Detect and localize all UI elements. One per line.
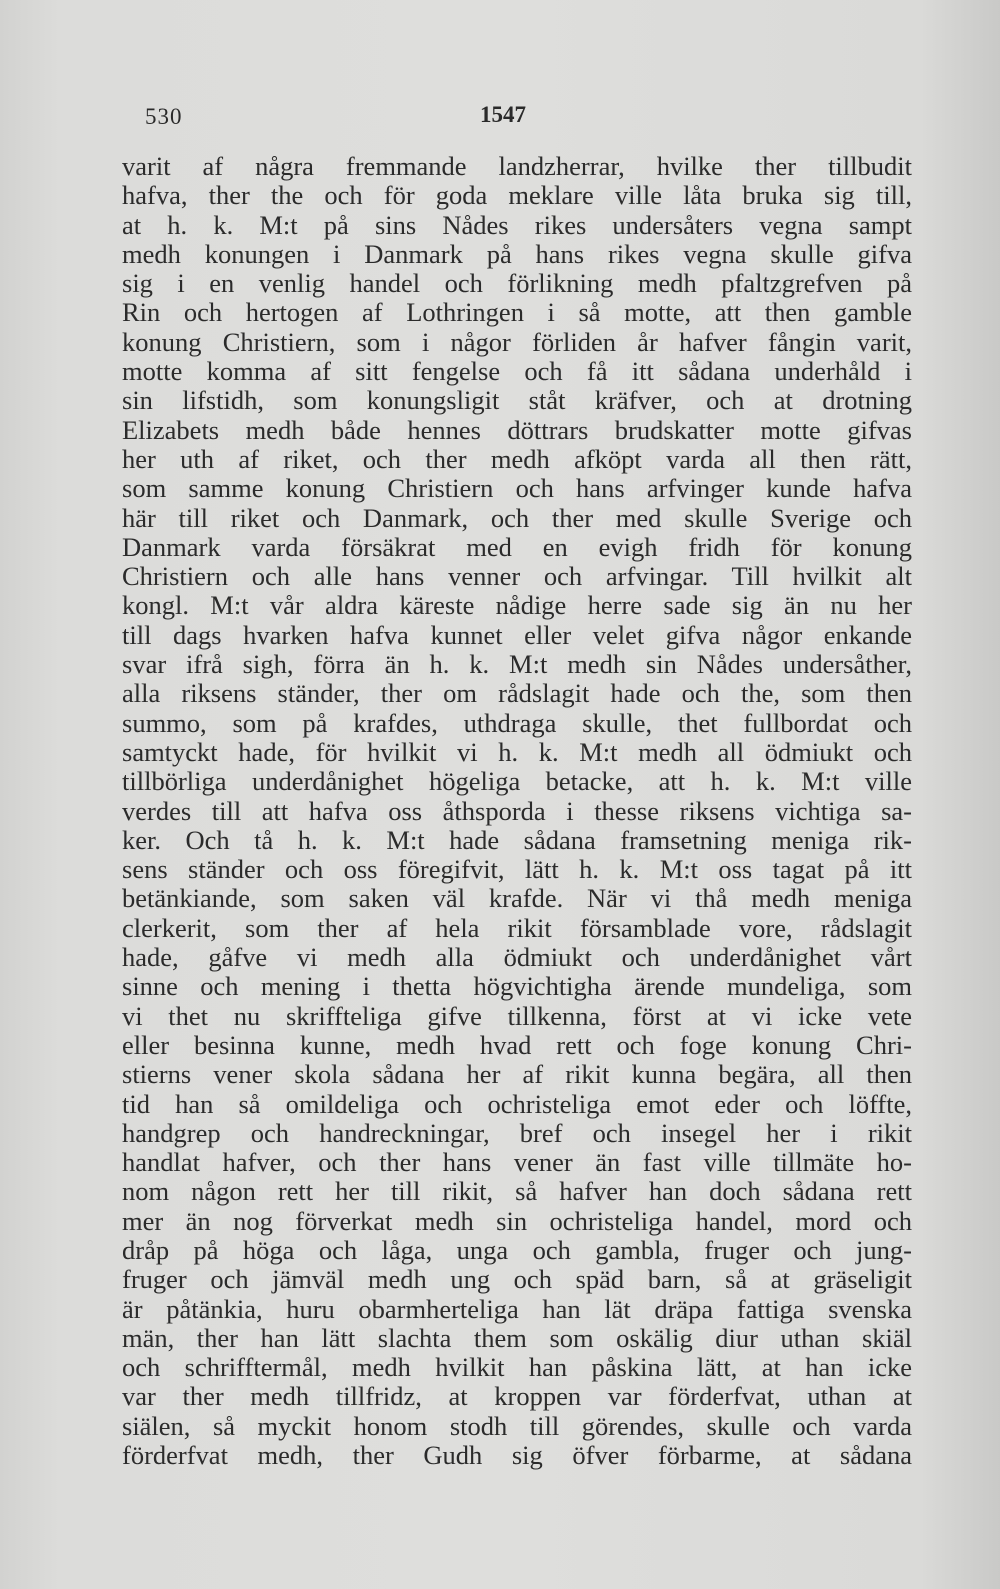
text-line: mer än nog förverkat medh sin ochristeliga handel, mord och <box>122 1205 912 1236</box>
text-line: här till riket och Danmark, och ther med skulle Sverige och <box>122 502 912 533</box>
text-line: svar ifrå sigh, förra än h. k. M:t medh sin Nådes undersåther, <box>122 649 912 680</box>
text-line: Rin och hertogen af Lothringen i så motte, att then gamble <box>122 297 912 328</box>
text-line: kongl. M:t vår aldra käreste nådige herre sade sig än nu her <box>122 590 912 621</box>
text-line: Christiern och alle hans venner och arfvingar. Till hvilkit alt <box>122 561 912 592</box>
year-heading: 1547 <box>480 102 526 127</box>
text-line: var ther medh tillfridz, at kroppen var förderfvat, uthan at <box>122 1381 912 1412</box>
text-line: sens ständer och oss föregifvit, lätt h. k. M:t oss tagat på itt <box>122 854 912 885</box>
text-line: summo, som på krafdes, uthdraga skulle, thet fullbordat och <box>122 707 912 738</box>
text-line: sin lifstidh, som konungsligit ståt kräfver, och at drotning <box>122 385 912 416</box>
text-line: handgrep och handreckningar, bref och insegel her i rikit <box>122 1117 912 1148</box>
text-line: Elizabets medh både hennes döttrars brudskatter motte gifvas <box>122 414 912 445</box>
text-line: hafva, ther the och för goda meklare ville låta bruka sig till, <box>122 180 912 211</box>
text-line: eller besinna kunne, medh hvad rett och foge konung Chri- <box>122 1029 912 1060</box>
text-line: samtyckt hade, för hvilkit vi h. k. M:t medh all ödmiukt och <box>122 736 912 767</box>
text-line: till dags hvarken hafva kunnet eller velet gifva någor enkande <box>122 619 912 650</box>
text-line: nom någon rett her till rikit, så hafver han doch sådana rett <box>122 1176 912 1207</box>
text-line: dråp på höga och låga, unga och gambla, fruger och jung- <box>122 1234 912 1265</box>
text-line: motte komma af sitt fengelse och få itt sådana underhåld i <box>122 356 912 387</box>
text-line: betänkiande, som saken väl krafde. När vi thå medh meniga <box>122 883 912 914</box>
text-line: hade, gåfve vi medh alla ödmiukt och underdånighet vårt <box>122 942 912 973</box>
text-line: ker. Och tå h. k. M:t hade sådana framsetning meniga rik- <box>122 824 912 855</box>
text-line: siälen, så myckit honom stodh till görendes, skulle och varda <box>122 1410 912 1441</box>
text-line: tid han så omildeliga och ochristeliga emot eder och löffte, <box>122 1088 912 1119</box>
text-line: sig i en venlig handel och förlikning medh pfaltzgrefven på <box>122 268 912 299</box>
page-header <box>140 100 900 136</box>
text-line: som samme konung Christiern och hans arfvinger kunde hafva <box>122 473 912 504</box>
text-line: förderfvat medh, ther Gudh sig öfver förbarme, at sådana <box>122 1440 912 1471</box>
text-line: Danmark varda försäkrat med en evigh fridh för konung <box>122 531 912 562</box>
text-line: män, ther han lätt slachta them som oskälig diur uthan skiäl <box>122 1322 912 1353</box>
text-line: handlat hafver, och ther hans vener än fast ville tillmäte ho- <box>122 1147 912 1178</box>
text-line: sinne och mening i thetta högvichtigha ärende mundeliga, som <box>122 971 912 1002</box>
page-number: 530 <box>145 104 183 129</box>
text-line: vi thet nu skriffteliga gifve tillkenna, först at vi icke vete <box>122 1000 912 1031</box>
text-line: her uth af riket, och ther medh afköpt varda all then rätt, <box>122 443 912 474</box>
text-line: är påtänkia, huru obarmherteliga han lät dräpa fattiga svenska <box>122 1293 912 1324</box>
text-line: stierns vener skola sådana her af rikit kunna begära, all then <box>122 1059 912 1090</box>
text-line: at h. k. M:t på sins Nådes rikes undersåters vegna sampt <box>122 209 912 240</box>
text-body <box>122 152 912 1470</box>
text-line: alla riksens ständer, ther om rådslagit hade och the, som then <box>122 678 912 709</box>
text-line: verdes till att hafva oss åthsporda i thesse riksens vichtiga sa- <box>122 795 912 826</box>
text-line: fruger och jämväl medh ung och späd barn, så at gräseligit <box>122 1264 912 1295</box>
text-line: tillbörliga underdånighet högeliga betacke, att h. k. M:t ville <box>122 766 912 797</box>
text-line: och schrifftermål, medh hvilkit han påskina lätt, at han icke <box>122 1352 912 1383</box>
text-line: clerkerit, som ther af hela rikit församblade vore, rådslagit <box>122 912 912 943</box>
text-line: medh konungen i Danmark på hans rikes vegna skulle gifva <box>122 238 912 269</box>
text-line: varit af några fremmande landzherrar, hvilke ther tillbudit <box>122 151 912 181</box>
text-line: konung Christiern, som i någor förliden år hafver fångin varit, <box>122 326 912 357</box>
